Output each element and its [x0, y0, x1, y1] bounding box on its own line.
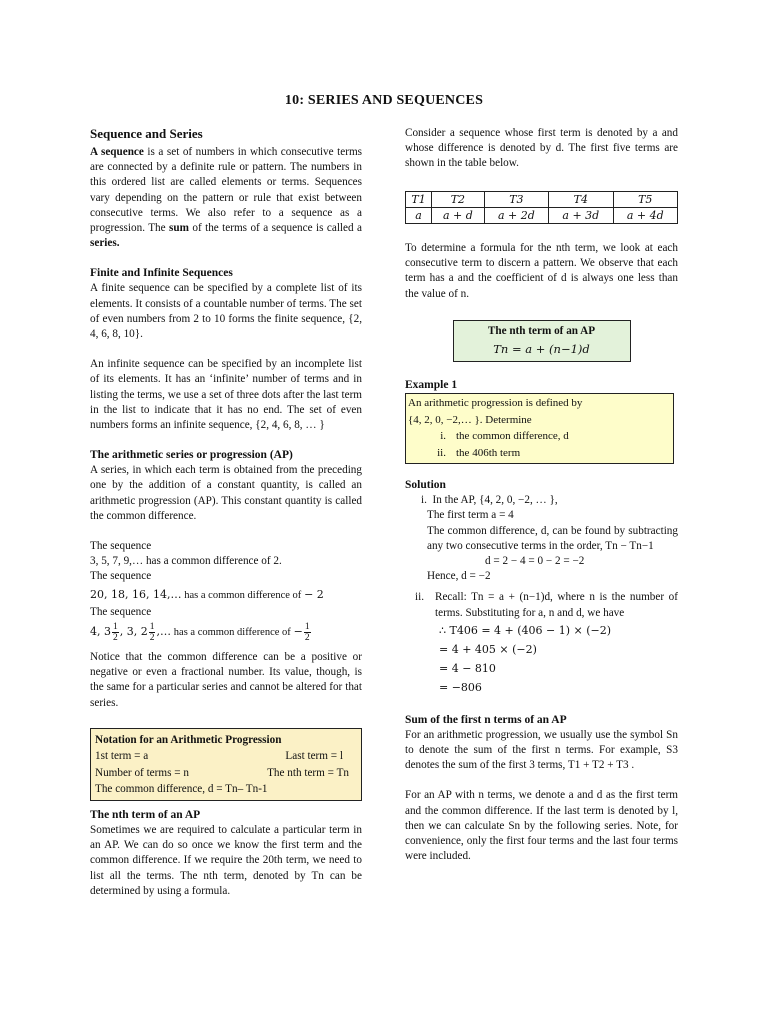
solution-section — [405, 478, 678, 697]
table-row — [406, 207, 678, 223]
table-cell: a + 2d — [484, 207, 548, 223]
table-cell: T1 — [406, 191, 432, 207]
right-column — [405, 126, 678, 864]
seq2-label: The sequence — [90, 570, 152, 583]
notation-heading: Notation for an Arithmetic Progression — [95, 733, 282, 746]
solution-hence: Hence, d = −2 — [427, 570, 491, 583]
solution-step-2: = 4 + 405 × (−2) — [439, 642, 537, 656]
table-cell: a + 3d — [549, 207, 613, 223]
table-cell: T3 — [484, 191, 548, 207]
formula-intro-paragraph: To determine a formula for the nth term, we look at each consecutive term to discern a pattern. We observe that each term has a and the coefficient of d is always one less than the value of n. — [405, 242, 678, 300]
list-item: i. the common difference, d — [440, 430, 569, 443]
notation-common-diff: The common difference, d = Tn– Tn-1 — [95, 783, 268, 796]
solution-step-4: = −806 — [439, 680, 482, 694]
solution-first-term: The first term a = 4 — [427, 509, 514, 522]
table-cell: a — [406, 207, 432, 223]
notation-num-terms: Number of terms = n — [95, 766, 189, 779]
consider-paragraph: Consider a sequence whose first term is denoted by a and whose difference is denoted by d. The first five terms are shown in the table below. — [405, 127, 678, 170]
seq1-text: 3, 5, 7, 9,… has a common difference of 2. — [90, 555, 282, 568]
seq2-line: 20, 18, 16, 14,… has a common difference of − 2 — [90, 587, 324, 601]
notation-nth-term: The nth term = Tn — [267, 766, 349, 779]
formula-box-title: The nth term of an AP — [487, 324, 596, 337]
table-cell: a + 4d — [613, 207, 677, 223]
page-title: 10: SERIES AND SEQUENCES — [284, 93, 484, 108]
table-cell: T5 — [613, 191, 677, 207]
example-line-1: An arithmetic progression is defined by — [408, 397, 583, 410]
terms-table — [405, 191, 678, 224]
notation-last-term: Last term = l — [285, 750, 343, 763]
left-column — [90, 126, 362, 899]
ap-paragraph: A series, in which each term is obtained from the preceding one by the addition of a constant quantity, is called an arithmetic progression (AP). This constant quantity is called the common difference. — [90, 464, 362, 522]
solution-step-1: ∴ T406 = 4 + (406 − 1) × (−2) — [439, 623, 612, 637]
table-header-row — [406, 191, 678, 207]
finite-infinite-heading: Finite and Infinite Sequences — [90, 267, 233, 280]
solution-heading: Solution — [405, 479, 446, 492]
solution-step-3: = 4 − 810 — [439, 661, 496, 675]
nth-term-paragraph: Sometimes we are required to calculate a particular term in an AP. We can do so once we know the first term and the common difference. If we require the 20th term, we need to list all the terms. The nth term, denoted by Tn can be determined by using a formula. — [90, 823, 362, 897]
intro-bold-term: A sequence — [90, 146, 144, 158]
solution-part-i: i. In the AP, {4, 2, 0, −2, … }, — [421, 494, 558, 507]
nth-term-formula-box — [453, 320, 631, 362]
fraction-half-2: $\frac{1}{2}$ — [149, 622, 155, 644]
sum-paragraph: For an arithmetic progression, we usually use the symbol Sn to denote the sum of the first n terms. For example, S3 denotes the sum of the first 3 terms, T1 + T2 + T3 . — [405, 728, 678, 772]
infinite-paragraph: An infinite sequence can be specified by an incomplete list of its elements. It has an ‘infinite’ number of terms and in listing the terms, we use a set of three dots after the last term in the list to indicate that it has no end. The set of even numbers forms an infinite sequence, {2, 4, 6, 8, … } — [90, 358, 362, 432]
notation-first-term: 1st term = a — [95, 750, 149, 763]
example-heading: Example 1 — [405, 379, 458, 392]
fraction-half-1: $\frac{1}{2}$ — [113, 622, 118, 644]
table-cell: T4 — [549, 191, 613, 207]
section-heading-sequence-series: Sequence and Series — [90, 126, 203, 141]
seq3-label: The sequence — [90, 605, 152, 618]
seq1-label: The sequence — [90, 540, 152, 553]
notation-box — [90, 728, 362, 801]
table-cell: a + d — [432, 207, 485, 223]
nth-term-heading: The nth term of an AP — [90, 808, 201, 821]
notice-paragraph: Notice that the common difference can be a positive or negative or even a fractional number. Its value, though, is the same for a particular series and cannot be altered for that series. — [90, 651, 362, 709]
formula-box-body: Tn = a + (n−1)d — [493, 342, 590, 357]
list-item: ii. the 406th term — [437, 446, 521, 459]
example-line-2: {4, 2, 0, −2,… }. Determine — [408, 413, 532, 426]
solution-common-diff-text: The common difference, d, can be found by subtracting any two consecutive terms in the order, Tn − Tn−1 — [427, 524, 678, 552]
table-cell: T2 — [432, 191, 485, 207]
seq3-line: 4, 3 $\frac{1}{2}$ , 3, 2 $\frac{1}{2}$ ,… has a common difference of − $\frac{1}{2}$ — [90, 622, 310, 644]
sum-paragraph-2: For an AP with n terms, we denote a and d as the first term and the common difference. If the last term is denoted by l, then we can calculate Sn by the following series. Note, for convenience, only the first four terms and the last four terms were included. — [405, 789, 678, 863]
solution-part-ii: ii. Recall: Tn = a + (n−1)d, where n is the number of terms. Substituting for a, n and d, we have — [415, 591, 678, 619]
intro-paragraph: A sequence is a set of numbers in which consecutive terms are connected by a definite rule or pattern. The numbers in this ordered list are called elements or terms. Sequences vary depending on the pattern or rule that exist between consecutive terms. We also refer to a sequence as a progression. The sum of the terms of a sequence is called a series. — [90, 146, 362, 250]
sum-heading: Sum of the first n terms of an AP — [405, 713, 567, 726]
solution-calculation: d = 2 − 4 = 0 − 2 = −2 — [485, 555, 585, 568]
ap-heading: The arithmetic series or progression (AP) — [90, 449, 293, 462]
example-box — [405, 393, 674, 464]
finite-paragraph: A finite sequence can be specified by a complete list of its elements. It consists of a countable number of terms. The set of even numbers from 2 to 10 forms the finite sequence, {2, 4, 6, 8, 10}. — [90, 282, 362, 341]
fraction-half-3: $\frac{1}{2}$ — [304, 622, 310, 644]
